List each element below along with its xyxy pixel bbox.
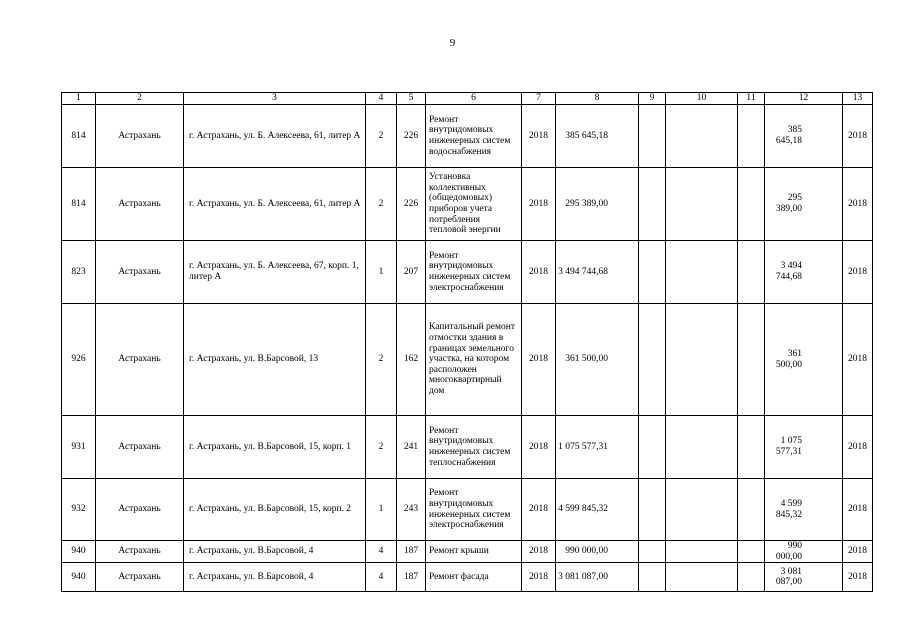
table-cell-col-10	[666, 479, 738, 541]
table-cell-col-1: 940	[62, 541, 96, 563]
table-cell-col-10	[666, 304, 738, 416]
table-row	[62, 241, 873, 304]
table-cell-col-13: 2018	[843, 563, 873, 592]
table-cell-col-8: 4 599 845,32	[556, 479, 639, 541]
table-cell-col-4: 2	[366, 304, 397, 416]
table-cell-col-9	[639, 541, 666, 563]
table-cell-col-9	[639, 479, 666, 541]
table-cell-col-5: 243	[397, 479, 426, 541]
table-cell-col-9	[639, 304, 666, 416]
table-cell-col-2: Астрахань	[96, 479, 184, 541]
table-cell-col-2: Астрахань	[96, 416, 184, 479]
table-cell-col-11	[738, 105, 765, 168]
table-cell-col-11	[738, 479, 765, 541]
table-body	[62, 93, 873, 592]
page-number: 9	[449, 37, 456, 49]
table-cell-col-6: Ремонт внутридомовых инженерных систем водоснабжения	[426, 105, 522, 168]
repair-schedule-table	[61, 92, 873, 592]
table-cell-col-10	[666, 416, 738, 479]
table-cell-col-12: 385 645,18	[765, 105, 843, 168]
table-row	[62, 416, 873, 479]
table-cell-col-7: 2018	[522, 479, 556, 541]
column-header: 13	[843, 93, 873, 105]
table-cell-col-12: 1 075 577,31	[765, 416, 843, 479]
table-row	[62, 168, 873, 241]
column-header: 5	[397, 93, 426, 105]
table-cell-col-8: 990 000,00	[556, 541, 639, 563]
table-cell-col-7: 2018	[522, 563, 556, 592]
table-cell-col-7: 2018	[522, 304, 556, 416]
table-cell-col-6: Ремонт фасада	[426, 563, 522, 592]
table-cell-col-5: 226	[397, 168, 426, 241]
table-cell-col-2: Астрахань	[96, 105, 184, 168]
column-header: 7	[522, 93, 556, 105]
table-cell-col-10	[666, 168, 738, 241]
table-cell-col-10	[666, 541, 738, 563]
table-cell-col-11	[738, 563, 765, 592]
table-cell-col-12: 4 599 845,32	[765, 479, 843, 541]
table-cell-col-11	[738, 168, 765, 241]
table-cell-col-3: г. Астрахань, ул. В.Барсовой, 13	[184, 304, 366, 416]
table-cell-col-11	[738, 541, 765, 563]
table-cell-col-9	[639, 416, 666, 479]
table-cell-col-2: Астрахань	[96, 304, 184, 416]
table-cell-col-10	[666, 105, 738, 168]
table-cell-col-5: 241	[397, 416, 426, 479]
table-cell-col-3: г. Астрахань, ул. Б. Алексеева, 67, корп. 1, литер А	[184, 241, 366, 304]
table-cell-col-1: 931	[62, 416, 96, 479]
table-cell-col-4: 2	[366, 105, 397, 168]
table-cell-col-3: г. Астрахань, ул. В.Барсовой, 4	[184, 541, 366, 563]
table-cell-col-7: 2018	[522, 416, 556, 479]
column-number-header-row	[62, 93, 873, 105]
table-cell-col-6: Ремонт внутридомовых инженерных систем электроснабжения	[426, 241, 522, 304]
table-cell-col-7: 2018	[522, 168, 556, 241]
table-cell-col-10	[666, 563, 738, 592]
table-cell-col-1: 940	[62, 563, 96, 592]
table-cell-col-8: 295 389,00	[556, 168, 639, 241]
table-cell-col-4: 2	[366, 168, 397, 241]
table-cell-col-1: 814	[62, 105, 96, 168]
table-cell-col-3: г. Астрахань, ул. В.Барсовой, 15, корп. 1	[184, 416, 366, 479]
table-cell-col-7: 2018	[522, 241, 556, 304]
table-cell-col-5: 226	[397, 105, 426, 168]
table-cell-col-12: 990 000,00	[765, 541, 843, 563]
table-cell-col-6: Капитальный ремонт отмостки здания в границах земельного участка, на котором расположен многоквартирный дом	[426, 304, 522, 416]
table-cell-col-9	[639, 105, 666, 168]
table-cell-col-6: Установка коллективных (общедомовых) приборов учета потребления тепловой энергии	[426, 168, 522, 241]
table-row	[62, 479, 873, 541]
table-cell-col-3: г. Астрахань, ул. В.Барсовой, 4	[184, 563, 366, 592]
table-cell-col-8: 385 645,18	[556, 105, 639, 168]
table-cell-col-2: Астрахань	[96, 541, 184, 563]
table-cell-col-12: 361 500,00	[765, 304, 843, 416]
table-cell-col-5: 162	[397, 304, 426, 416]
table-cell-col-9	[639, 563, 666, 592]
column-header: 9	[639, 93, 666, 105]
table-cell-col-4: 1	[366, 479, 397, 541]
table-cell-col-12: 295 389,00	[765, 168, 843, 241]
column-header: 8	[556, 93, 639, 105]
table-cell-col-13: 2018	[843, 416, 873, 479]
table-cell-col-3: г. Астрахань, ул. Б. Алексеева, 61, литер А	[184, 168, 366, 241]
column-header: 4	[366, 93, 397, 105]
table-row	[62, 304, 873, 416]
column-header: 1	[62, 93, 96, 105]
table-cell-col-11	[738, 416, 765, 479]
table-row	[62, 541, 873, 563]
table-cell-col-13: 2018	[843, 479, 873, 541]
table-cell-col-13: 2018	[843, 241, 873, 304]
table-cell-col-1: 932	[62, 479, 96, 541]
table-cell-col-13: 2018	[843, 304, 873, 416]
table-cell-col-8: 361 500,00	[556, 304, 639, 416]
table-cell-col-9	[639, 168, 666, 241]
table-row	[62, 563, 873, 592]
table-cell-col-5: 207	[397, 241, 426, 304]
table-cell-col-6: Ремонт внутридомовых инженерных систем электроснабжения	[426, 479, 522, 541]
table-cell-col-12: 3 081 087,00	[765, 563, 843, 592]
table-cell-col-8: 3 494 744,68	[556, 241, 639, 304]
table-cell-col-9	[639, 241, 666, 304]
column-header: 12	[765, 93, 843, 105]
table-cell-col-11	[738, 304, 765, 416]
table-cell-col-8: 1 075 577,31	[556, 416, 639, 479]
table-cell-col-2: Астрахань	[96, 563, 184, 592]
table-cell-col-5: 187	[397, 541, 426, 563]
table-cell-col-3: г. Астрахань, ул. В.Барсовой, 15, корп. 2	[184, 479, 366, 541]
table-cell-col-13: 2018	[843, 541, 873, 563]
column-header: 3	[184, 93, 366, 105]
table-cell-col-4: 4	[366, 563, 397, 592]
table-cell-col-5: 187	[397, 563, 426, 592]
table-cell-col-4: 2	[366, 416, 397, 479]
table-cell-col-2: Астрахань	[96, 241, 184, 304]
table-row	[62, 105, 873, 168]
column-header: 2	[96, 93, 184, 105]
table-cell-col-8: 3 081 087,00	[556, 563, 639, 592]
table-cell-col-6: Ремонт внутридомовых инженерных систем теплоснабжения	[426, 416, 522, 479]
table-cell-col-13: 2018	[843, 168, 873, 241]
column-header: 6	[426, 93, 522, 105]
table-cell-col-1: 926	[62, 304, 96, 416]
column-header: 10	[666, 93, 738, 105]
table-cell-col-4: 1	[366, 241, 397, 304]
table-cell-col-4: 4	[366, 541, 397, 563]
table-cell-col-2: Астрахань	[96, 168, 184, 241]
table-cell-col-1: 814	[62, 168, 96, 241]
table-cell-col-3: г. Астрахань, ул. Б. Алексеева, 61, литер А	[184, 105, 366, 168]
table-cell-col-11	[738, 241, 765, 304]
column-header: 11	[738, 93, 765, 105]
table-cell-col-12: 3 494 744,68	[765, 241, 843, 304]
table-cell-col-7: 2018	[522, 105, 556, 168]
table-cell-col-10	[666, 241, 738, 304]
table-cell-col-13: 2018	[843, 105, 873, 168]
table-cell-col-1: 823	[62, 241, 96, 304]
table-cell-col-6: Ремонт крыши	[426, 541, 522, 563]
table-cell-col-7: 2018	[522, 541, 556, 563]
